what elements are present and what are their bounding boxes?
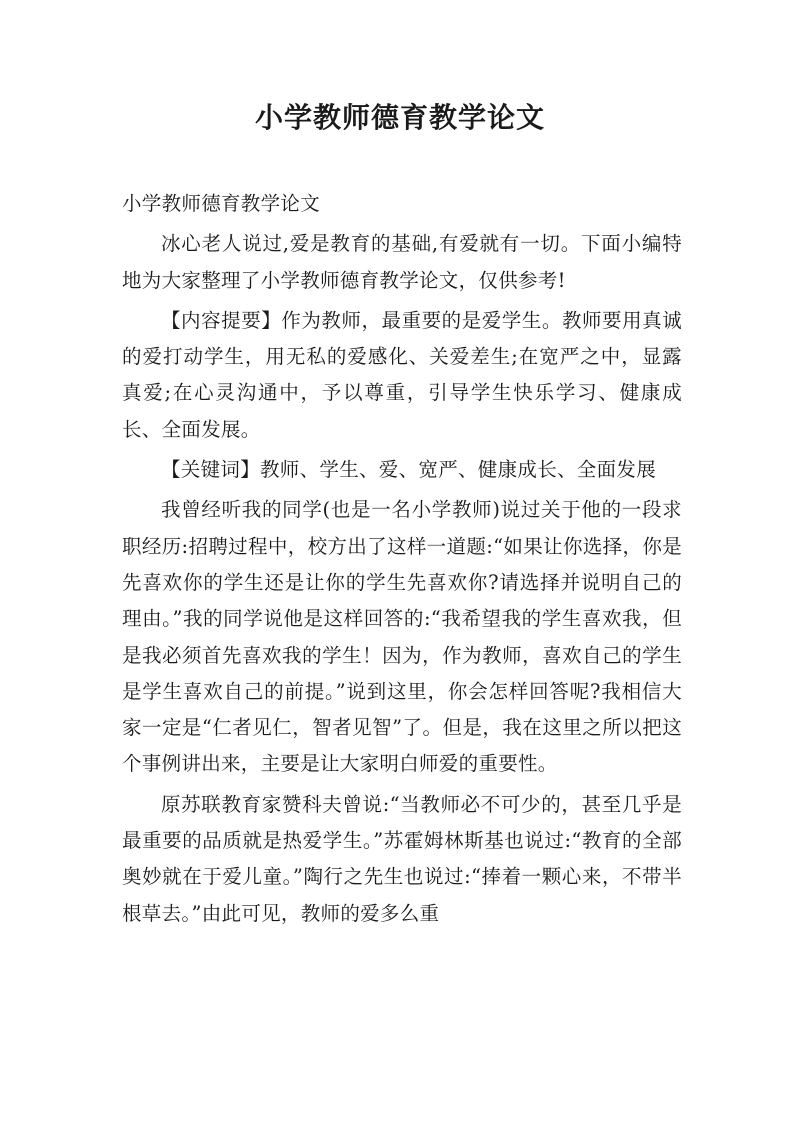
anecdote-paragraph: 我曾经听我的同学(也是一名小学教师)说过关于他的一段求职经历:招聘过程中，校方出了这样一道题:“如果让你选择，你是先喜欢你的学生还是让你的学生先喜欢你?请选择并说明自己的理由。”我的同学说他是这样回答的:“我希望我的学生喜欢我，但是我必须首先喜欢我的学生！因为，作为教师，喜欢自己的学生是学生喜欢自己的前提。”说到这里，你会怎样回答呢?我相信大家一定是“仁者见仁，智者见智”了。但是，我在这里之所以把这个事例讲出来，主要是让大家明白师爱的重要性。 bbox=[122, 498, 682, 776]
document-body bbox=[122, 186, 682, 932]
document-title: 小学教师德育教学论文 bbox=[254, 101, 545, 134]
keywords-paragraph: 【关键词】教师、学生、爱、宽严、健康成长、全面发展 bbox=[161, 458, 657, 482]
abstract-paragraph: 【内容提要】作为教师，最重要的是爱学生。教师要用真诚的爱打动学生，用无私的爱感化、关爱差生;在宽严之中，显露真爱;在心灵沟通中，予以尊重，引导学生快乐学习、健康成长、全面发展。 bbox=[122, 308, 682, 441]
quotes-paragraph: 原苏联教育家赞科夫曾说:“当教师必不可少的，甚至几乎是最重要的品质就是热爱学生。”苏霍姆林斯基也说过:“教育的全部奥妙就在于爱儿童。”陶行之先生也说过:“捧着一颗心来，不带半根草去。”由此可见，教师的爱多么重 bbox=[122, 792, 682, 925]
intro-paragraph: 冰心老人说过,爱是教育的基础,有爱就有一切。下面小编特地为大家整理了小学教师德育教学论文，仅供参考! bbox=[122, 232, 682, 292]
subtitle-paragraph: 小学教师德育教学论文 bbox=[122, 192, 321, 215]
